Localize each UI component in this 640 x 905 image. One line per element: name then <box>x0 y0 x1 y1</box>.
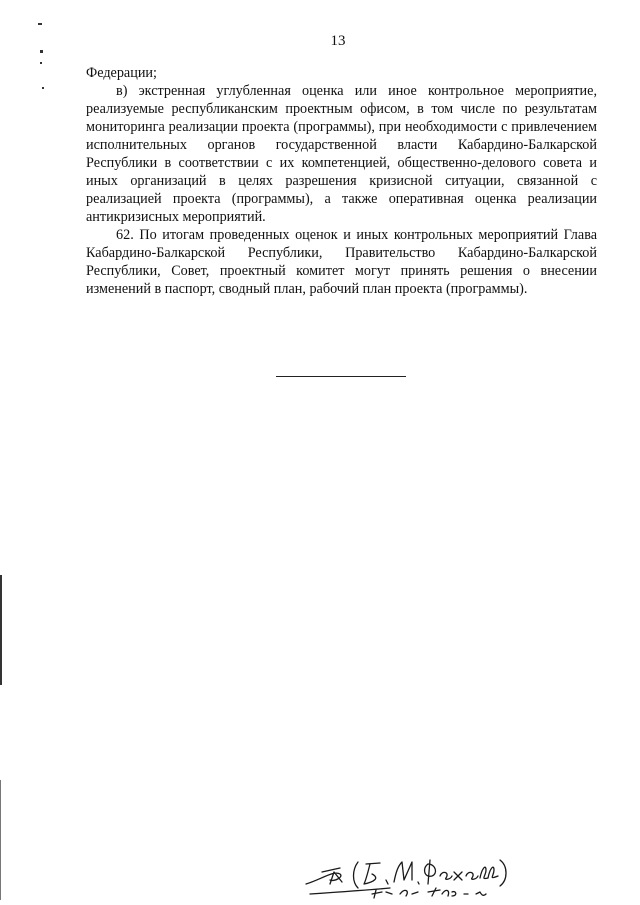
scan-artifact <box>0 780 1 900</box>
paragraph-item-v: в) экстренная углубленная оценка или иное контрольное мероприятие, реализуемые республиканским проектным офисом, в том числе по результатам мониторинга реализации проекта (программы), при необходимости с привлечением исполнительных органов государственной власти Кабардино-Балкарской Республики в соответствии с их компетенцией, общественно-делового совета и иных организаций в целях разрешения кризисной ситуации, связанной с реализацией проекта (программы), а также оперативная оценка реализации антикризисных мероприятий. <box>86 83 597 225</box>
end-divider <box>276 376 406 377</box>
scan-artifact <box>42 87 44 89</box>
document-body <box>86 64 597 298</box>
scan-artifact <box>40 62 42 64</box>
paragraph-continuation: Федерации; <box>86 65 157 81</box>
page-number: 13 <box>330 33 346 49</box>
paragraph-62: 62. По итогам проведенных оценок и иных контрольных мероприятий Глава Кабардино-Балкарской Республики, Правительство Кабардино-Балкарской Республики, Совет, проектный комитет могут принять решения о внесении изменений в паспорт, сводный план, рабочий план проекта (программы). <box>86 227 597 297</box>
scan-artifact <box>40 50 43 53</box>
scan-artifact <box>38 23 42 25</box>
scan-artifact <box>0 575 2 685</box>
handwritten-signature <box>300 850 540 900</box>
